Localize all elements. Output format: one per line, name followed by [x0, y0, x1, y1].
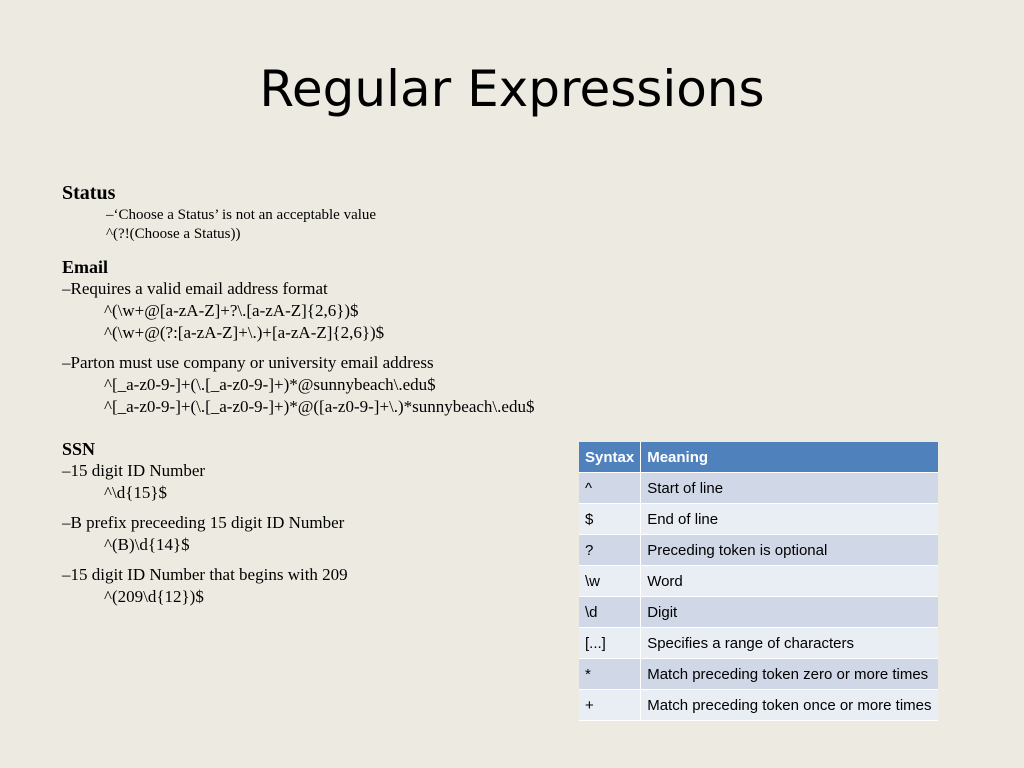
syntax-cell: + — [579, 690, 641, 721]
email-section — [62, 256, 702, 418]
meaning-cell: Specifies a range of characters — [641, 628, 938, 659]
table-row — [579, 628, 938, 659]
status-section — [62, 180, 702, 244]
syntax-column-header: Syntax — [579, 442, 641, 473]
syntax-cell: \w — [579, 566, 641, 597]
ssn-heading: SSN — [62, 439, 96, 459]
syntax-cell: \d — [579, 597, 641, 628]
table-header-row — [579, 442, 938, 473]
slide-title: Regular Expressions — [259, 60, 765, 118]
table-row — [579, 597, 938, 628]
ssn-desc-1: –15 digit ID Number — [62, 461, 206, 480]
ssn-desc-3: –15 digit ID Number that begins with 209 — [62, 565, 348, 584]
meaning-cell: Digit — [641, 597, 938, 628]
email-pattern-3: ^[_a-z0-9-]+(\.[_a-z0-9-]+)*@sunnybeach\.edu$ — [104, 375, 436, 394]
email-desc-1: –Requires a valid email address format — [62, 279, 328, 298]
meaning-cell: End of line — [641, 504, 938, 535]
ssn-pattern-2: ^(B)\d{14}$ — [104, 535, 190, 554]
email-desc-2: –Parton must use company or university email address — [62, 353, 434, 372]
ssn-desc-2: –B prefix preceeding 15 digit ID Number — [62, 513, 345, 532]
table-row — [579, 690, 938, 721]
syntax-cell: * — [579, 659, 641, 690]
table-row — [579, 504, 938, 535]
email-heading: Email — [62, 257, 109, 277]
meaning-cell: Start of line — [641, 473, 938, 504]
table-row — [579, 566, 938, 597]
meaning-cell: Word — [641, 566, 938, 597]
meaning-column-header: Meaning — [641, 442, 938, 473]
status-note: –‘Choose a Status’ is not an acceptable value — [106, 207, 377, 223]
status-heading: Status — [62, 182, 116, 204]
syntax-reference-table — [579, 442, 938, 721]
email-pattern-2: ^(\w+@(?:[a-zA-Z]+\.)+[a-zA-Z]{2,6})$ — [104, 323, 385, 342]
meaning-cell: Preceding token is optional — [641, 535, 938, 566]
email-pattern-1: ^(\w+@[a-zA-Z]+?\.[a-zA-Z]{2,6})$ — [104, 301, 359, 320]
syntax-cell: ^ — [579, 473, 641, 504]
table-row — [579, 535, 938, 566]
syntax-cell: ? — [579, 535, 641, 566]
syntax-cell: [...] — [579, 628, 641, 659]
status-pattern: ^(?!(Choose a Status)) — [106, 226, 241, 242]
email-pattern-4: ^[_a-z0-9-]+(\.[_a-z0-9-]+)*@([a-z0-9-]+\.)*sunnybeach\.edu$ — [104, 397, 535, 416]
table-row — [579, 473, 938, 504]
ssn-pattern-3: ^(209\d{12})$ — [104, 587, 204, 606]
syntax-cell: $ — [579, 504, 641, 535]
ssn-pattern-1: ^\d{15}$ — [104, 483, 168, 502]
meaning-cell: Match preceding token zero or more times — [641, 659, 938, 690]
meaning-cell: Match preceding token once or more times — [641, 690, 938, 721]
table-row — [579, 659, 938, 690]
